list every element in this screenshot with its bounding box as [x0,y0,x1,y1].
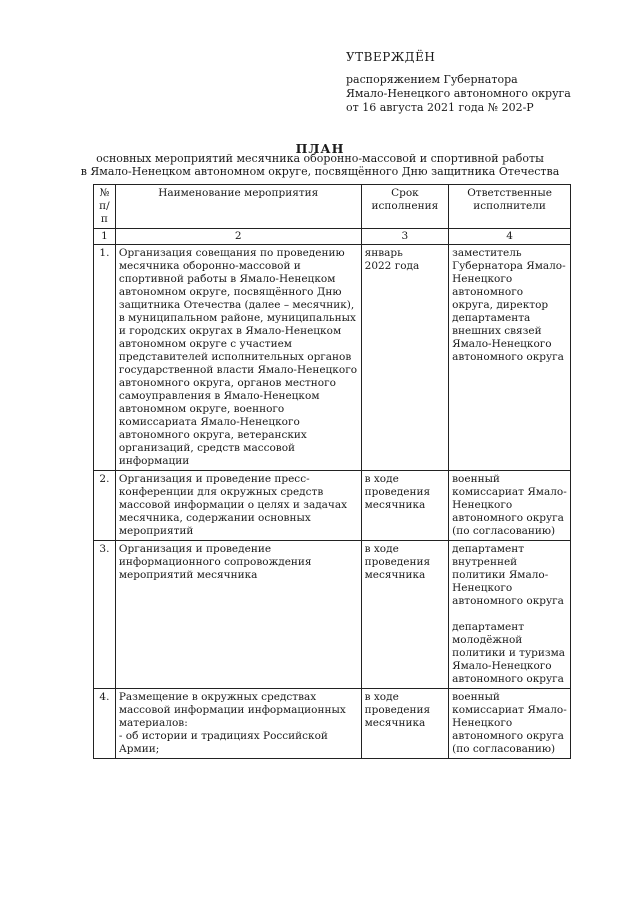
column-number-4: 4 [449,229,571,245]
header-event-name: Наименование мероприятия [115,185,361,229]
plan-subtitle-2: в Ямало-Ненецком автономном округе, посвящённого Дню защитника Отечества [80,165,560,178]
row-number: 3. [94,541,116,689]
column-number-2: 2 [115,229,361,245]
approval-heading: УТВЕРЖДЁН [346,50,436,64]
table-header-row [94,185,571,229]
row-responsible-primary: департамент внутренней политики Ямало-Ненецкого автономного округа [452,543,564,607]
row-responsible [449,471,571,541]
row-event-name: Организация совещания по проведению месячника оборонно-массовой и спортивной работы в Ямало-Ненецком автономном округе, посвящённого Дню защитника Отечества (далее – месячник), в муниципальном районе, муниципальных и городских округах в Ямало-Ненецком автономном округе с участием представителей исполнительных органов государственной власти Ямало-Ненецкого автономного округа, органов местного самоуправления в Ямало-Ненецком автономном округе, военного комиссариата Ямало-Ненецкого автономного округа, ветеранских организаций, средств массовой информации [115,245,361,471]
row-responsible-secondary: департамент молодёжной политики и туризма Ямало-Ненецкого автономного округа [452,621,566,685]
column-number-3: 3 [361,229,448,245]
table-column-numbers-row [94,229,571,245]
header-number: № п/п [94,185,116,229]
row-responsible [449,541,571,689]
row-number: 2. [94,471,116,541]
table-row [94,689,571,759]
row-term: январь 2022 года [361,245,448,471]
table-row [94,541,571,689]
row-responsible [449,245,571,471]
row-event-name: Организация и проведение пресс-конференции для окружных средств массовой информации о целях и задачах месячника, содержании основных мероприятий [115,471,361,541]
row-event-name: Размещение в окружных средствах массовой информации информационных материалов: - об истории и традициях Российской Армии; [115,689,361,759]
row-term: в ходе проведения месячника [361,541,448,689]
header-responsible: Ответственные исполнители [449,185,571,229]
row-number: 4. [94,689,116,759]
approval-line-2: Ямало-Ненецкого автономного округа [346,87,571,100]
row-number: 1. [94,245,116,471]
column-number-1: 1 [94,229,116,245]
row-term: в ходе проведения месячника [361,689,448,759]
plan-subtitle-1: основных мероприятий месячника оборонно-массовой и спортивной работы [96,152,544,165]
table-row [94,471,571,541]
row-responsible-primary: военный комиссариат Ямало-Ненецкого автономного округа (по согласованию) [452,691,567,755]
approval-line-3: от 16 августа 2021 года № 202-Р [346,101,534,114]
row-event-name: Организация и проведение информационного сопровождения мероприятий месячника [115,541,361,689]
approval-line-1: распоряжением Губернатора [346,73,518,86]
table-row [94,245,571,471]
header-term: Срок исполнения [361,185,448,229]
plan-table [93,184,571,759]
row-responsible [449,689,571,759]
plan-title: ПЛАН [295,141,345,156]
row-responsible-primary: заместитель Губернатора Ямало-Ненецкого автономного округа, директор департамента внешних связей Ямало-Ненецкого автономного округа [452,247,566,363]
row-term: в ходе проведения месячника [361,471,448,541]
row-responsible-primary: военный комиссариат Ямало-Ненецкого автономного округа (по согласованию) [452,473,567,537]
